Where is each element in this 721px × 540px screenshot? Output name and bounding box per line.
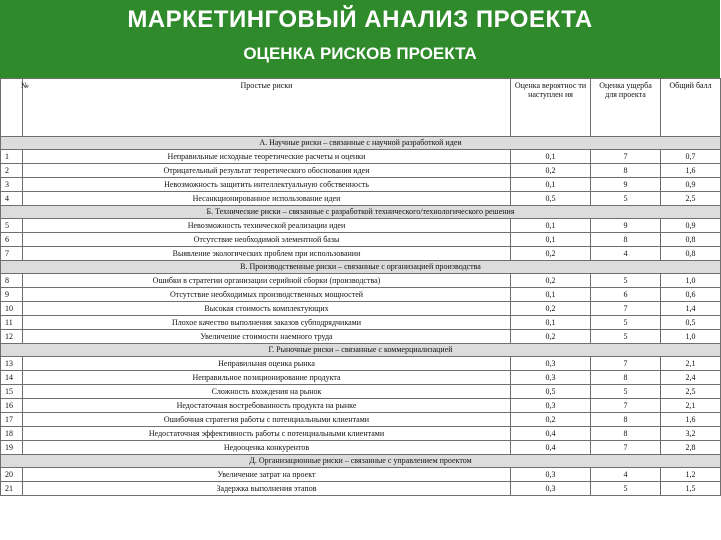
table-row bbox=[1, 178, 721, 192]
risk-number: 8 bbox=[1, 274, 23, 288]
risk-description: Недооценка конкурентов bbox=[23, 441, 511, 455]
risk-description: Увеличение стоимости наемного труда bbox=[23, 330, 511, 344]
table-body bbox=[1, 137, 721, 496]
probability-value: 0,4 bbox=[511, 441, 591, 455]
risk-number: 21 bbox=[1, 482, 23, 496]
total-score: 0,8 bbox=[661, 247, 721, 261]
table-row bbox=[1, 399, 721, 413]
damage-value: 5 bbox=[591, 385, 661, 399]
damage-value: 5 bbox=[591, 192, 661, 206]
risk-description: Плохое качество выполнения заказов субподрядчиками bbox=[23, 316, 511, 330]
risk-description: Отрицательный результат теоретического обоснования идеи bbox=[23, 164, 511, 178]
table-row bbox=[1, 468, 721, 482]
table-row bbox=[1, 247, 721, 261]
damage-value: 7 bbox=[591, 357, 661, 371]
table-row bbox=[1, 385, 721, 399]
table-header-row bbox=[1, 79, 721, 137]
risk-number: 20 bbox=[1, 468, 23, 482]
total-score: 2,1 bbox=[661, 399, 721, 413]
risk-description: Невозможность защитить интеллектуальную собственность bbox=[23, 178, 511, 192]
table-row bbox=[1, 274, 721, 288]
risk-description: Неправильная оценка рынка bbox=[23, 357, 511, 371]
risk-description: Выявление экологических проблем при использовании bbox=[23, 247, 511, 261]
risk-description: Отсутствие необходимых производственных мощностей bbox=[23, 288, 511, 302]
table-row bbox=[1, 302, 721, 316]
total-score: 1,5 bbox=[661, 482, 721, 496]
total-score: 2,4 bbox=[661, 371, 721, 385]
probability-value: 0,1 bbox=[511, 178, 591, 192]
damage-value: 8 bbox=[591, 164, 661, 178]
column-header-total: Общий балл bbox=[661, 79, 721, 137]
risk-number: 14 bbox=[1, 371, 23, 385]
probability-value: 0,1 bbox=[511, 233, 591, 247]
probability-value: 0,3 bbox=[511, 482, 591, 496]
total-score: 0,6 bbox=[661, 288, 721, 302]
risk-number: 5 bbox=[1, 219, 23, 233]
risk-number: 4 bbox=[1, 192, 23, 206]
probability-value: 0,4 bbox=[511, 427, 591, 441]
risk-description: Несанкционированное использование идеи bbox=[23, 192, 511, 206]
probability-value: 0,2 bbox=[511, 413, 591, 427]
risk-number: 15 bbox=[1, 385, 23, 399]
probability-value: 0,2 bbox=[511, 330, 591, 344]
table-row bbox=[1, 441, 721, 455]
damage-value: 5 bbox=[591, 482, 661, 496]
risk-number: 12 bbox=[1, 330, 23, 344]
probability-value: 0,2 bbox=[511, 302, 591, 316]
damage-value: 6 bbox=[591, 288, 661, 302]
total-score: 2,5 bbox=[661, 385, 721, 399]
table-row bbox=[1, 288, 721, 302]
probability-value: 0,5 bbox=[511, 192, 591, 206]
total-score: 1,2 bbox=[661, 468, 721, 482]
table-row bbox=[1, 192, 721, 206]
damage-value: 5 bbox=[591, 330, 661, 344]
page-title: МАРКЕТИНГОВЫЙ АНАЛИЗ ПРОЕКТА bbox=[127, 6, 593, 33]
total-score: 1,6 bbox=[661, 164, 721, 178]
damage-value: 7 bbox=[591, 399, 661, 413]
damage-value: 4 bbox=[591, 247, 661, 261]
damage-value: 4 bbox=[591, 468, 661, 482]
probability-value: 0,2 bbox=[511, 164, 591, 178]
section-row bbox=[1, 137, 721, 150]
probability-value: 0,1 bbox=[511, 288, 591, 302]
table-row bbox=[1, 482, 721, 496]
total-score: 0,8 bbox=[661, 233, 721, 247]
table-row bbox=[1, 219, 721, 233]
column-header-risk: Простые риски bbox=[23, 79, 511, 137]
total-score: 0,9 bbox=[661, 178, 721, 192]
section-title: Б. Технические риски – связанные с разработкой технического/технологического решения bbox=[1, 206, 721, 219]
probability-value: 0,1 bbox=[511, 316, 591, 330]
table-row bbox=[1, 330, 721, 344]
total-score: 1,4 bbox=[661, 302, 721, 316]
table-row bbox=[1, 316, 721, 330]
risk-number: 11 bbox=[1, 316, 23, 330]
damage-value: 9 bbox=[591, 178, 661, 192]
probability-value: 0,3 bbox=[511, 399, 591, 413]
probability-value: 0,1 bbox=[511, 219, 591, 233]
section-title: А. Научные риски – связанные с научной разработкой идеи bbox=[1, 137, 721, 150]
table-row bbox=[1, 150, 721, 164]
total-score: 2,8 bbox=[661, 441, 721, 455]
damage-value: 9 bbox=[591, 219, 661, 233]
total-score: 0,7 bbox=[661, 150, 721, 164]
table-row bbox=[1, 427, 721, 441]
section-row bbox=[1, 344, 721, 357]
total-score: 1,0 bbox=[661, 274, 721, 288]
column-header-damage: Оценка ущерба для проекта bbox=[591, 79, 661, 137]
damage-value: 8 bbox=[591, 233, 661, 247]
column-header-probability: Оценка вероятнос ти наступлен ия bbox=[511, 79, 591, 137]
total-score: 2,1 bbox=[661, 357, 721, 371]
risk-number: 2 bbox=[1, 164, 23, 178]
damage-value: 8 bbox=[591, 413, 661, 427]
risk-number: 19 bbox=[1, 441, 23, 455]
damage-value: 7 bbox=[591, 150, 661, 164]
damage-value: 5 bbox=[591, 316, 661, 330]
table-row bbox=[1, 357, 721, 371]
probability-value: 0,2 bbox=[511, 274, 591, 288]
section-row bbox=[1, 261, 721, 274]
probability-value: 0,3 bbox=[511, 468, 591, 482]
risk-number: 17 bbox=[1, 413, 23, 427]
damage-value: 8 bbox=[591, 371, 661, 385]
risk-description: Ошибки в стратегии организации серийной сборки (производства) bbox=[23, 274, 511, 288]
section-title: Г. Рыночные риски – связанные с коммерциализацией bbox=[1, 344, 721, 357]
slide-header bbox=[0, 0, 720, 78]
damage-value: 5 bbox=[591, 274, 661, 288]
risk-number: 1 bbox=[1, 150, 23, 164]
damage-value: 7 bbox=[591, 302, 661, 316]
risk-number: 13 bbox=[1, 357, 23, 371]
probability-value: 0,2 bbox=[511, 247, 591, 261]
damage-value: 8 bbox=[591, 427, 661, 441]
risk-table bbox=[0, 78, 721, 496]
table-row bbox=[1, 233, 721, 247]
risk-number: 7 bbox=[1, 247, 23, 261]
risk-description: Невозможность технической реализации идеи bbox=[23, 219, 511, 233]
risk-number: 3 bbox=[1, 178, 23, 192]
risk-description: Ошибочная стратегия работы с потенциальными клиентами bbox=[23, 413, 511, 427]
risk-description: Неправильные исходные теоретические расчеты и оценки bbox=[23, 150, 511, 164]
risk-description: Неправильное позиционирование продукта bbox=[23, 371, 511, 385]
probability-value: 0,3 bbox=[511, 371, 591, 385]
total-score: 0,9 bbox=[661, 219, 721, 233]
section-row bbox=[1, 455, 721, 468]
risk-description: Задержка выполнения этапов bbox=[23, 482, 511, 496]
risk-number: 9 bbox=[1, 288, 23, 302]
column-header-number: № bbox=[1, 79, 23, 137]
risk-number: 18 bbox=[1, 427, 23, 441]
risk-description: Недостаточная востребованность продукта на рынке bbox=[23, 399, 511, 413]
risk-description: Увеличение затрат на проект bbox=[23, 468, 511, 482]
risk-number: 6 bbox=[1, 233, 23, 247]
risk-description: Недостаточная эффективность работы с потенциальными клиентами bbox=[23, 427, 511, 441]
damage-value: 7 bbox=[591, 441, 661, 455]
section-row bbox=[1, 206, 721, 219]
section-title: В. Производственные риски – связанные с организацией производства bbox=[1, 261, 721, 274]
total-score: 3,2 bbox=[661, 427, 721, 441]
probability-value: 0,5 bbox=[511, 385, 591, 399]
risk-description: Отсутствие необходимой элементной базы bbox=[23, 233, 511, 247]
risk-number: 10 bbox=[1, 302, 23, 316]
table-row bbox=[1, 164, 721, 178]
total-score: 1,6 bbox=[661, 413, 721, 427]
risk-description: Сложность вхождения на рынок bbox=[23, 385, 511, 399]
table-row bbox=[1, 413, 721, 427]
total-score: 0,5 bbox=[661, 316, 721, 330]
total-score: 2,5 bbox=[661, 192, 721, 206]
probability-value: 0,3 bbox=[511, 357, 591, 371]
section-title: Д. Организационные риски – связанные с управлением проектом bbox=[1, 455, 721, 468]
page-subtitle: ОЦЕНКА РИСКОВ ПРОЕКТА bbox=[243, 44, 477, 63]
risk-description: Высокая стоимость комплектующих bbox=[23, 302, 511, 316]
table-row bbox=[1, 371, 721, 385]
risk-number: 16 bbox=[1, 399, 23, 413]
probability-value: 0,1 bbox=[511, 150, 591, 164]
total-score: 1,0 bbox=[661, 330, 721, 344]
